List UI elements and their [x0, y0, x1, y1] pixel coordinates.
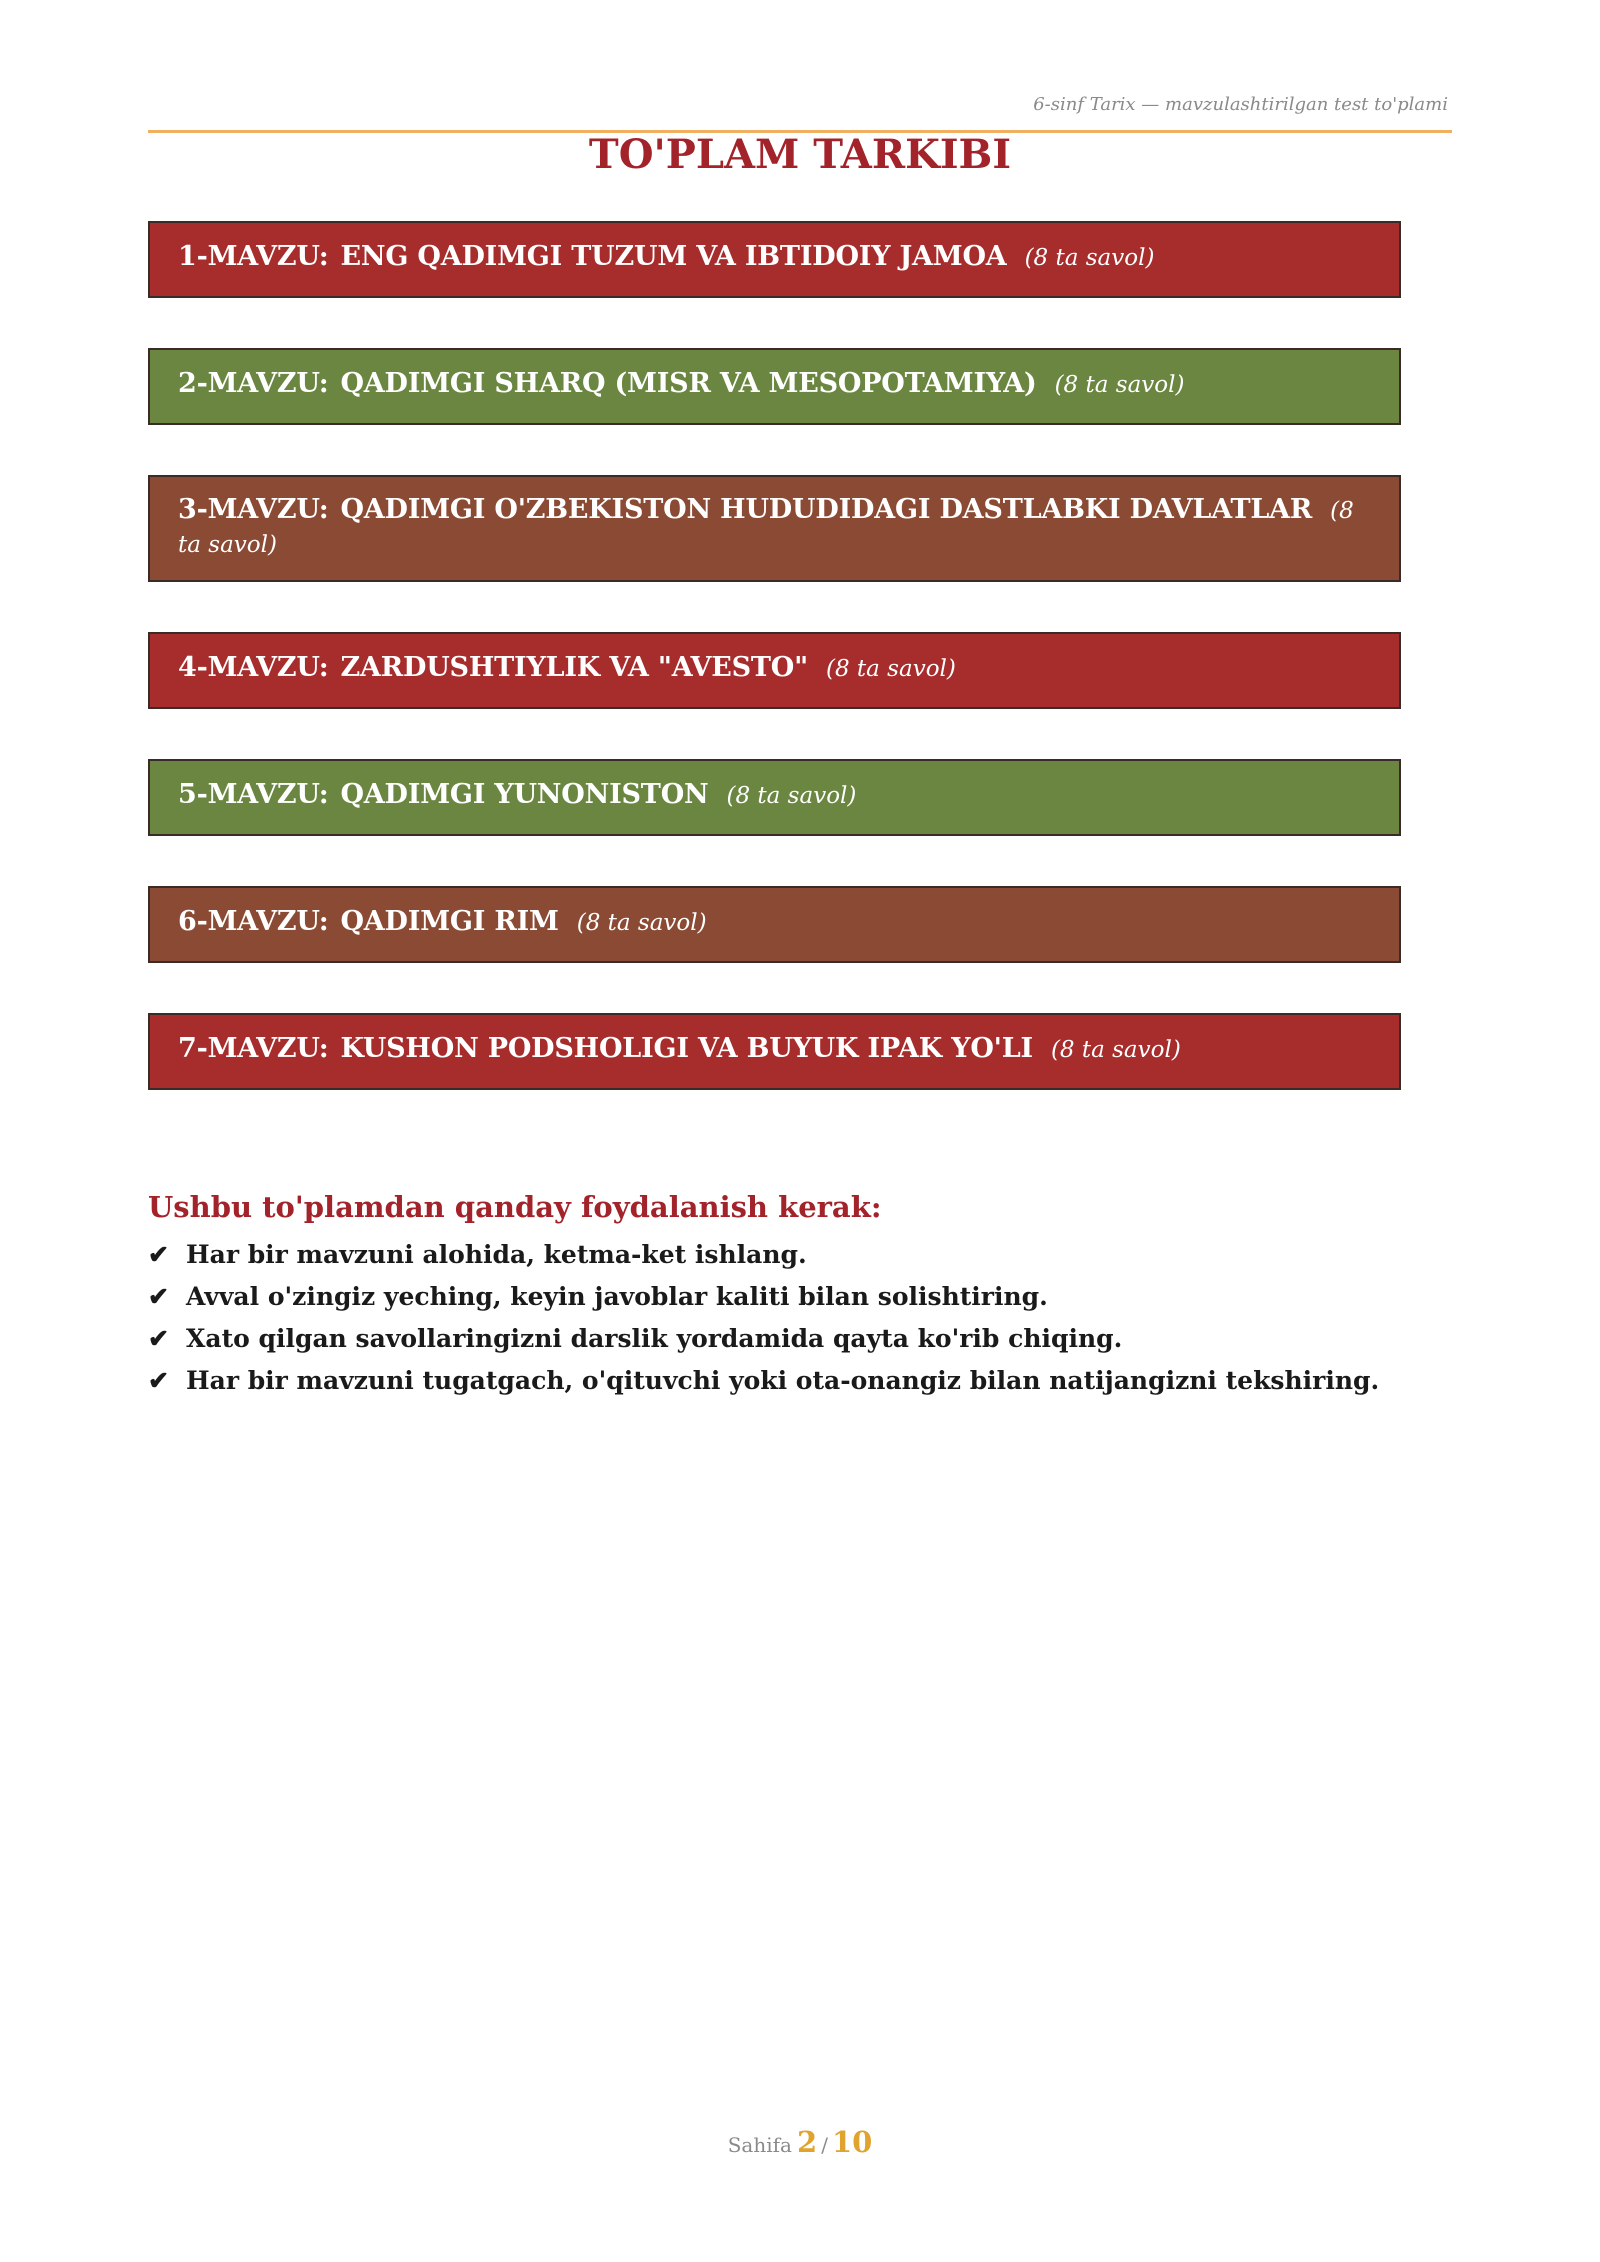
- topic-card-3: [148, 475, 1401, 582]
- list-item: [148, 1360, 1452, 1402]
- topic-question-count: (8 ta savol): [1050, 1037, 1181, 1063]
- list-item-text: Har bir mavzuni tugatgach, o'qituvchi yoki ota-onangiz bilan natijangizni tekshiring.: [186, 1366, 1380, 1395]
- topic-card-6: [148, 886, 1401, 963]
- page-header: [148, 92, 1452, 133]
- list-item-text: Avval o'zingiz yeching, keyin javoblar kaliti bilan solishtiring.: [186, 1282, 1048, 1311]
- topic-number: 7-MAVZU:: [178, 1033, 329, 1064]
- usage-list: [148, 1234, 1452, 1402]
- topic-number: 6-MAVZU:: [178, 906, 329, 937]
- topic-title: ENG QADIMGI TUZUM VA IBTIDOIY JAMOA: [340, 241, 1007, 272]
- checkmark-icon: ✔: [148, 1282, 169, 1311]
- topic-card-4: [148, 632, 1401, 709]
- page-separator: /: [821, 2133, 828, 2157]
- topic-card-1: [148, 221, 1401, 298]
- running-title: 6-sinf Tarix — mavzulashtirilgan test to'plami: [1033, 94, 1448, 115]
- list-item: [148, 1318, 1452, 1360]
- topic-title: KUSHON PODSHOLIGI VA BUYUK IPAK YO'LI: [340, 1033, 1033, 1064]
- topic-number: 2-MAVZU:: [178, 368, 329, 399]
- topic-question-count: (8 ta savol): [178, 498, 1354, 558]
- topic-question-count: (8 ta savol): [576, 910, 707, 936]
- topic-number: 5-MAVZU:: [178, 779, 329, 810]
- topic-list: [148, 221, 1401, 1140]
- checkmark-icon: ✔: [148, 1366, 169, 1395]
- total-pages-number: 10: [831, 2125, 873, 2159]
- list-item: [148, 1234, 1452, 1276]
- topic-question-count: (8 ta savol): [1054, 372, 1185, 398]
- topic-card-7: [148, 1013, 1401, 1090]
- page-title: TO'PLAM TARKIBI: [588, 131, 1012, 178]
- topic-number: 4-MAVZU:: [178, 652, 329, 683]
- topic-number: 3-MAVZU:: [178, 494, 329, 525]
- topic-question-count: (8 ta savol): [826, 656, 956, 682]
- topic-title: ZARDUSHTIYLIK VA "AVESTO": [340, 652, 808, 683]
- topic-question-count: (8 ta savol): [1024, 245, 1155, 271]
- page-label: Sahifa: [727, 2133, 792, 2157]
- list-item-text: Har bir mavzuni alohida, ketma-ket ishlang.: [186, 1240, 807, 1269]
- topic-question-count: (8 ta savol): [726, 783, 857, 809]
- usage-heading: Ushbu to'plamdan qanday foydalanish kerak:: [148, 1190, 882, 1224]
- current-page-number: 2: [797, 2125, 818, 2159]
- checkmark-icon: ✔: [148, 1240, 169, 1269]
- topic-title: QADIMGI RIM: [340, 906, 559, 937]
- topic-number: 1-MAVZU:: [178, 241, 329, 272]
- topic-title: QADIMGI O'ZBEKISTON HUDUDIDAGI DASTLABKI DAVLATLAR: [340, 494, 1313, 525]
- page-footer: [0, 2125, 1600, 2159]
- usage-instructions: [148, 1190, 1452, 1402]
- topic-title: QADIMGI SHARQ (MISR VA MESOPOTAMIYA): [340, 368, 1037, 399]
- topic-card-5: [148, 759, 1401, 836]
- list-item-text: Xato qilgan savollaringizni darslik yordamida qayta ko'rib chiqing.: [186, 1324, 1123, 1353]
- checkmark-icon: ✔: [148, 1324, 169, 1353]
- topic-title: QADIMGI YUNONISTON: [340, 779, 709, 810]
- topic-card-2: [148, 348, 1401, 425]
- list-item: [148, 1276, 1452, 1318]
